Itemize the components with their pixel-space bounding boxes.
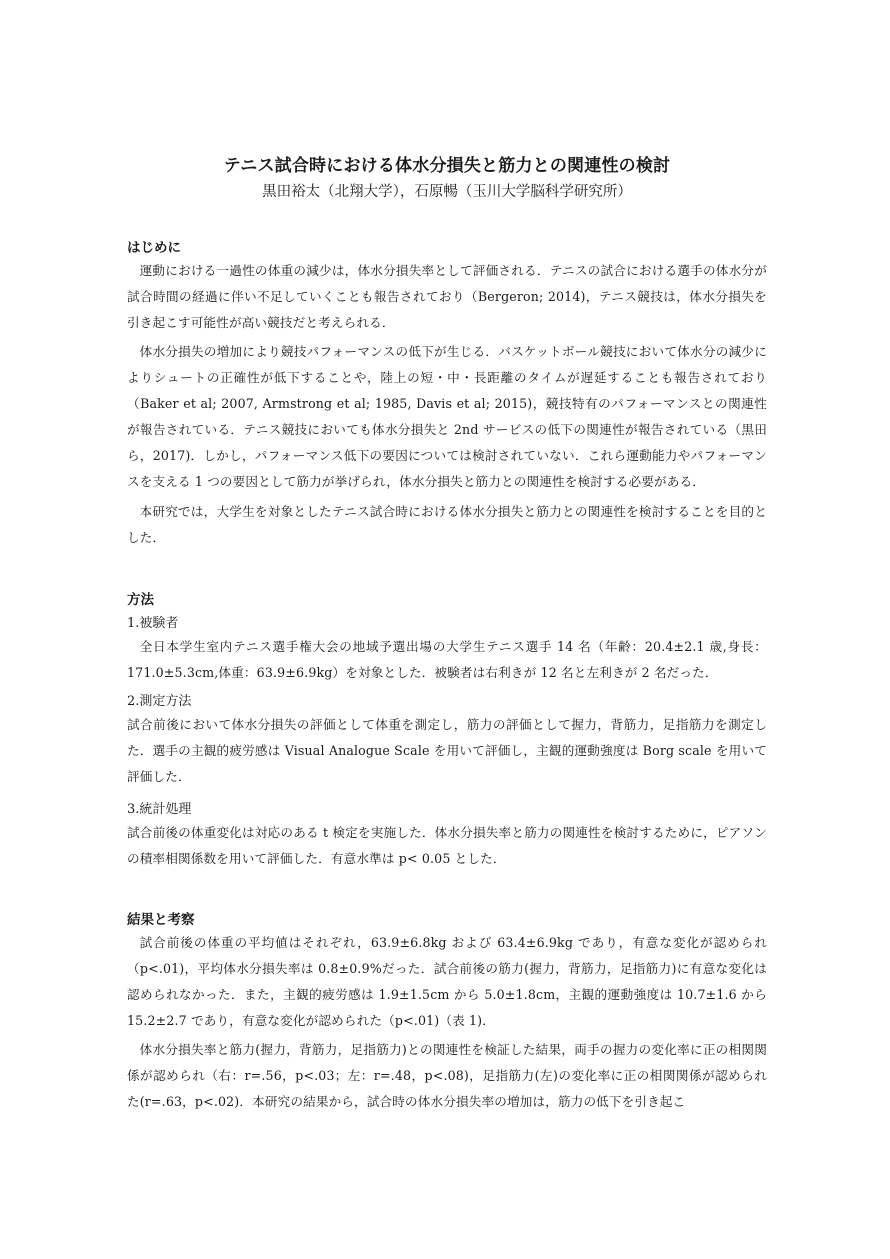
paper-title: テニス試合時における体水分損失と筋力との関連性の検討 bbox=[223, 156, 671, 176]
results-heading: 結果と考察 bbox=[127, 912, 195, 928]
measurement-subheading: 2.測定方法 bbox=[127, 694, 192, 709]
subjects-paragraph: 全日本学生室内テニス選手権大会の地域予選出場の大学生テニス選手 14 名（年齢：20.4±2.1 歳,身長：171.0±5.3cm,体重：63.9±6.9kg）を対象とした．被験者は右利きが 12 名と左利きが 2 名だった． bbox=[127, 639, 767, 681]
statistics-subheading: 3.統計処理 bbox=[127, 802, 192, 817]
methods-heading: 方法 bbox=[127, 592, 154, 608]
intro-paragraph-3: 本研究では，大学生を対象としたテニス試合時における体水分損失と筋力との関連性を検討することを目的とした． bbox=[127, 504, 767, 546]
paper-authors: 黒田裕太（北翔大学），石原暢（玉川大学脳科学研究所） bbox=[262, 184, 632, 200]
intro-heading: はじめに bbox=[127, 240, 181, 256]
measurement-paragraph: 試合前後において体水分損失の評価として体重を測定し，筋力の評価として握力，背筋力，足指筋力を測定した．選手の主観的疲労感は Visual Analogue Scale を用いて評価し，主観的運動強度は Borg scale を用いて評価した． bbox=[127, 717, 767, 785]
statistics-paragraph: 試合前後の体重変化は対応のある t 検定を実施した．体水分損失率と筋力の関連性を検討するために，ピアソンの積率相関係数を用いて評価した．有意水準は p< 0.05 とした． bbox=[127, 825, 767, 867]
results-paragraph-2: 体水分損失率と筋力(握力，背筋力，足指筋力)との関連性を検証した結果，両手の握力の変化率に正の相関関係が認められ（右：r=.56，p<.03；左：r=.48，p<.08)，足指筋力(左)の変化率に正の相関関係が認められた(r=.63，p<.02)．本研究の結果から，試合時の体水分損失率の増加は，筋力の低下を引き起こ bbox=[127, 1042, 767, 1110]
intro-paragraph-2: 体水分損失の増加により競技パフォーマンスの低下が生じる．バスケットボール競技において体水分の減少によりシュートの正確性が低下することや，陸上の短・中・長距離のタイムが遅延することも報告されており（Baker et al; 2007, Armstrong et al; 1985, Davis et al; 2015)，競技特有のパフォーマンスとの関連性が報告されている．テニス競技においても体水分損失と 2nd サービスの低下の関連性が報告されている（黒田ら，2017)．しかし，パフォーマンス低下の要因については検討されていない．これら運動能力やパフォーマンスを支える 1 つの要因として筋力が挙げられ，体水分損失と筋力との関連性を検討する必要がある． bbox=[127, 344, 767, 490]
results-paragraph-1: 試合前後の体重の平均値はそれぞれ，63.9±6.8kg および 63.4±6.9kg であり，有意な変化が認められ（p<.01)，平均体水分損失率は 0.8±0.9%だった．試合前後の筋力(握力，背筋力，足指筋力)に有意な変化は認められなかった．また，主観的疲労感は 1.9±1.5cm から 5.0±1.8cm，主観的運動強度は 10.7±1.6 から 15.2±2.7 であり，有意な変化が認められた（p<.01)（表 1)． bbox=[127, 935, 767, 1029]
intro-paragraph-1: 運動における一過性の体重の減少は，体水分損失率として評価される．テニスの試合における選手の体水分が試合時間の経過に伴い不足していくことも報告されており（Bergeron; 2014)，テニス競技は，体水分損失を引き起こす可能性が高い競技だと考えられる． bbox=[127, 263, 767, 331]
subjects-subheading: 1.被験者 bbox=[127, 616, 179, 631]
